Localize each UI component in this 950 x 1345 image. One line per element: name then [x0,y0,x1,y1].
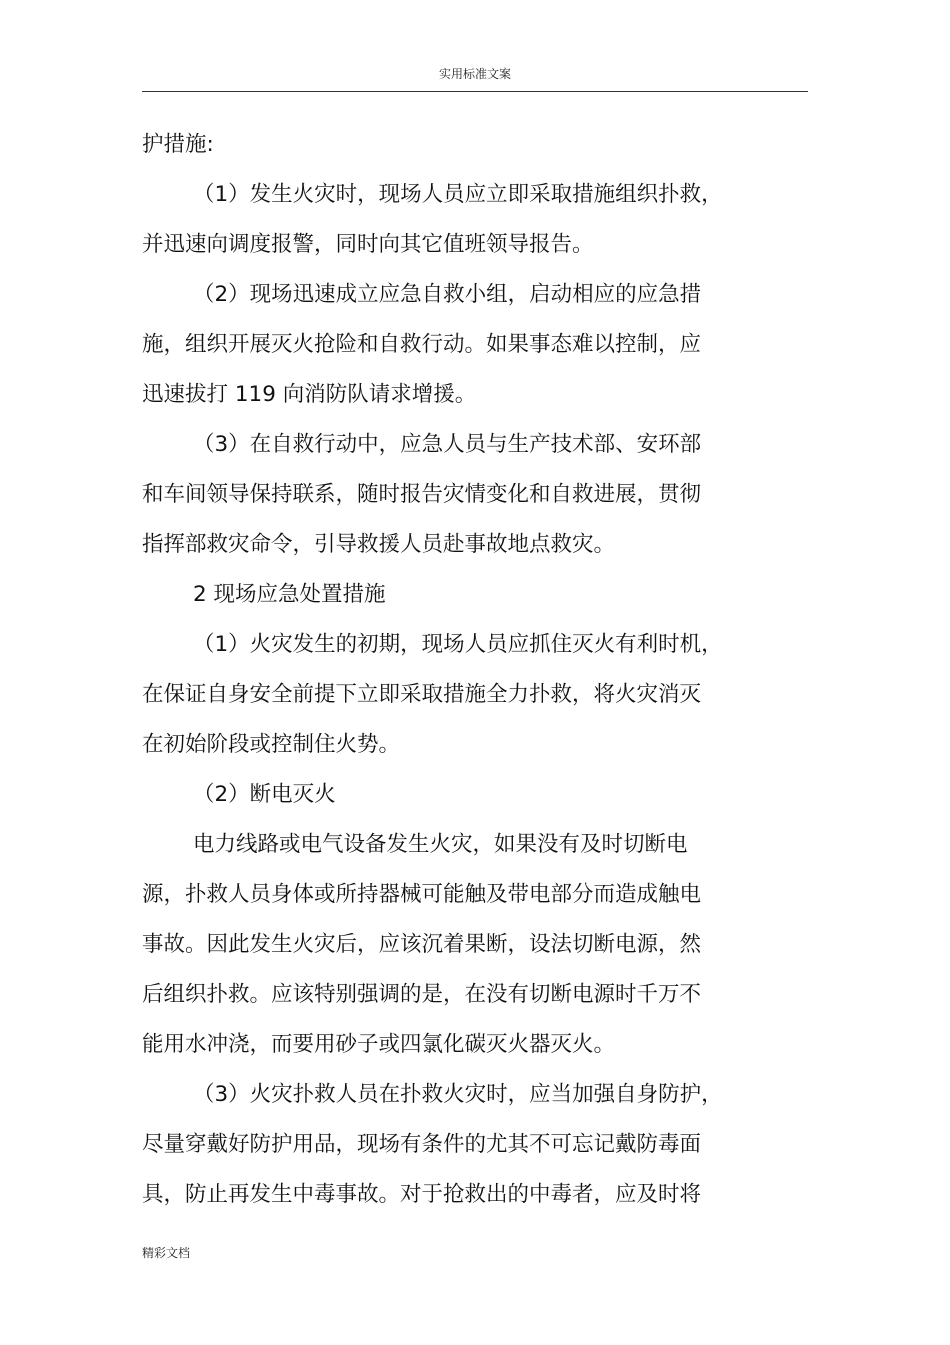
text-line: （1）发生火灾时，现场人员应立即采取措施组织扑救， [193,182,723,207]
text-line: （2）现场迅速成立应急自救小组，启动相应的应急措 [193,282,702,307]
text-line: 在保证自身安全前提下立即采取措施全力扑救，将火灾消灭 [142,682,702,707]
text-line: 在初始阶段或控制住火势。 [142,732,401,757]
text-line: 后组织扑救。应该特别强调的是，在没有切断电源时千万不 [142,982,702,1007]
text-line: 护措施: [142,132,214,157]
section-heading: 2 现场应急处置措施 [193,582,386,607]
text-line: 指挥部救灾命令，引导救援人员赴事故地点救灾。 [142,532,616,557]
page-footer-label: 精彩文档 [142,1246,191,1260]
text-line: 施，组织开展灭火抢险和自救行动。如果事态难以控制，应 [142,332,702,357]
text-line: 和车间领导保持联系，随时报告灾情变化和自救进展，贯彻 [142,482,702,507]
page-header-title: 实用标准文案 [438,67,511,81]
text-line: 并迅速向调度报警，同时向其它值班领导报告。 [142,232,594,257]
text-line: 迅速拔打 119 向消防队请求增援。 [142,382,477,407]
text-line: 具，防止再发生中毒事故。对于抢救出的中毒者，应及时将 [142,1182,702,1207]
text-line: （3）在自救行动中，应急人员与生产技术部、安环部 [193,432,702,457]
text-line: 电力线路或电气设备发生火灾，如果没有及时切断电 [193,832,688,857]
text-line: 事故。因此发生火灾后，应该沉着果断，设法切断电源，然 [142,932,702,957]
text-line: （1）火灾发生的初期，现场人员应抓住灭火有利时机， [193,632,723,657]
header-divider [142,91,808,92]
text-line: （2）断电灭火 [193,782,336,807]
text-line: （3）火灾扑救人员在扑救火灾时，应当加强自身防护， [193,1082,723,1107]
text-line: 能用水冲浇，而要用砂子或四氯化碳灭火器灭火。 [142,1032,616,1057]
text-line: 尽量穿戴好防护用品，现场有条件的尤其不可忘记戴防毒面 [142,1132,702,1157]
text-line: 源，扑救人员身体或所持器械可能触及带电部分而造成触电 [142,882,702,907]
